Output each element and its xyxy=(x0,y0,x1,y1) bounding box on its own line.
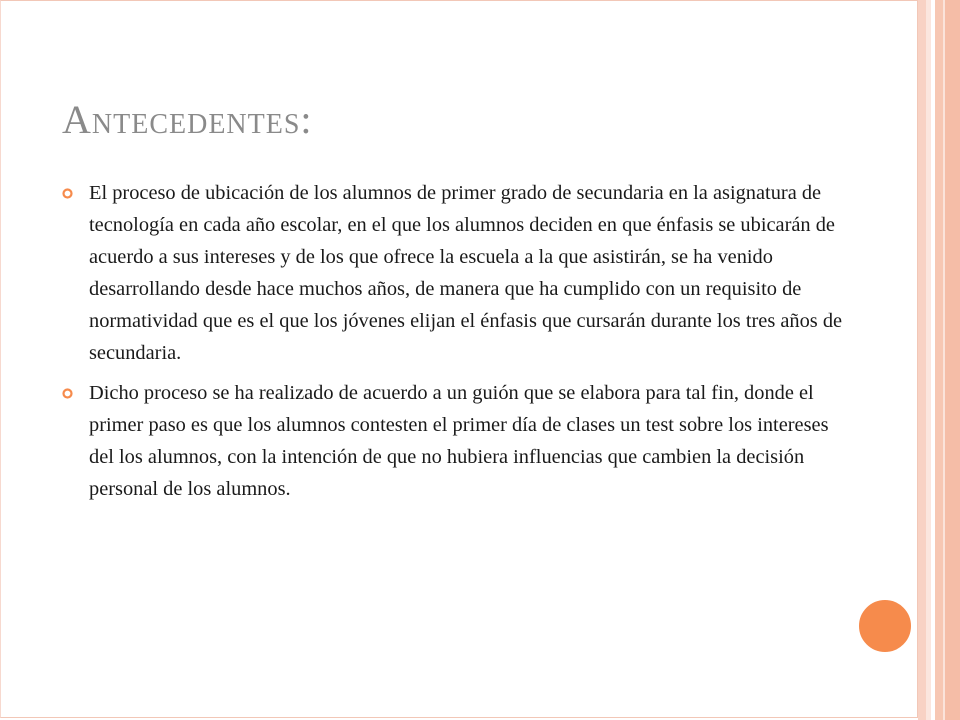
decorative-stripe xyxy=(918,0,926,720)
bullet-list xyxy=(62,177,852,513)
decorative-stripe xyxy=(935,0,943,720)
bullet-item xyxy=(62,377,852,505)
slide-title: Antecedentes: xyxy=(62,97,313,142)
decorative-stripe xyxy=(945,0,960,720)
bullet-text: El proceso de ubicación de los alumnos de primer grado de secundaria en la asignatura de tecnología en cada año escolar, en el que los alumnos deciden en que énfasis se ubicarán de acuerdo a sus intereses y de los que ofrece la escuela a la que asistirán, se ha venido desarrollando desde hace muchos años, de manera que ha cumplido con un requisito de normatividad que es el que los jóvenes elijan el énfasis que cursarán durante los tres años de secundaria. xyxy=(89,182,843,364)
accent-circle xyxy=(856,597,914,655)
bullet-text: Dicho proceso se ha realizado de acuerdo a un guión que se elabora para tal fin, donde el primer paso es que los alumnos contesten el primer día de clases un test sobre los intereses del los alumnos, con la intención de que no hubiera influencias que cambien la decisión personal de los alumnos. xyxy=(89,382,829,500)
bullet-item xyxy=(62,177,852,369)
ring-bullet-icon xyxy=(62,188,73,199)
ring-bullet-icon xyxy=(62,388,73,399)
